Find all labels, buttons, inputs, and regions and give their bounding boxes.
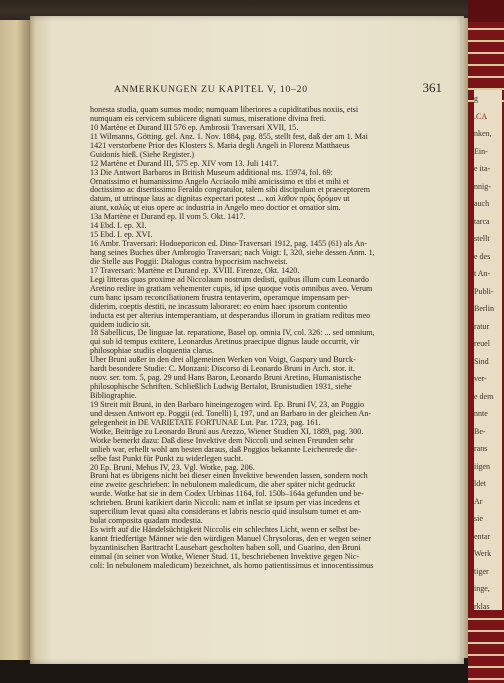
body-line: Guidonis hieß. (Siehe Register.) (90, 150, 195, 159)
spine-fragment: Be- (474, 426, 486, 436)
body-line: Legi litteras quas proxime ad Niccolaum nostrum dedisti, quibus illum cum Leonardo (90, 275, 369, 284)
body-line: 11 Wilmanns, Götting. gel. Anz. 1. Nov. 1884, pag. 855, stellt fest, daß der am 1. Mai (90, 132, 368, 141)
body-line: bulat composita quadam modestia. (90, 517, 203, 526)
notes-body (90, 106, 456, 571)
spine-fragment: Berlin (474, 304, 494, 313)
spine-fragment: sie (474, 514, 483, 523)
spine-fragment: t An- (474, 269, 491, 278)
spine-fragment: auch (474, 199, 490, 208)
body-line: kannt friedfertige Männer wie den würdigen Manuel Chrysoloras, den er wegen seiner (90, 535, 372, 543)
spine-fragment: tiger (474, 566, 489, 576)
body-line: 10 Martène et Durand III 576 ep. Ambrosii Traversari XVII, 15. (90, 123, 299, 132)
body-line: coli: In nebulonem maledicum) bezeichnet, als homo patientissimus et innocentissimus (90, 561, 374, 570)
body-line: Es wirft auf die Händelsüchtigkeit Niccolis ein schlechtes Licht, wenn er selbst be- (90, 526, 361, 535)
spine-fragment: Werk (474, 549, 492, 558)
spine-fragment: stellt (474, 234, 490, 243)
body-line: hardt besondere Studie: C. Monzani: Discorso di Leonardo Bruni in Arch. stor. it. (90, 365, 355, 374)
spine-fragment: Publi- (474, 286, 494, 296)
body-line: 1421 verstorbene Prior des Klosters S. Maria degli Angeli in Florenz Matthaeus (90, 141, 350, 150)
body-line: philosophiae studiis eloquentia clarus. (90, 347, 215, 356)
body-line: 12 Martène et Durand III, 575 ep. XIV vom 13. Juli 1417. (90, 159, 279, 168)
body-line: 18 Sabellicus, De linguae lat. reparatione, Basel op. omnia IV, col. 326: ... sed omnium, (90, 329, 375, 338)
spine-fragment: entar (474, 531, 490, 541)
body-line: hang seines Buches über Ambrogio Traversari; nach Voigt: I, 320, siehe dessen Anm. 1, (90, 249, 375, 257)
spine-fragment: rans (474, 444, 488, 453)
body-line: unlieb war, erhellt wohl am besten daraus, daß Poggios bekannte Leichenrede die- (90, 445, 358, 454)
spine-fragment: ver- (474, 374, 487, 383)
page-number: 361 (422, 80, 442, 95)
spine-fragment: reuel (474, 339, 490, 348)
body-line: Ornatissimo et humanissimo Angelo Acciaolo mihi amicissimo et tibi et mihi et (90, 177, 349, 186)
body-line: gelegenheit in DE VARIETATE FORTUNAE Lut. Par. 1723, pag. 161. (90, 418, 321, 427)
left-page-edge (0, 20, 30, 660)
body-line: 16 Ambr. Traversari: Hodoeporicon ed. Dino-Traversari 1912, pag. 1455 (61) als An- (90, 240, 368, 249)
spine-fragment: ratur (474, 321, 490, 331)
body-line: Über Bruni außer in den drei allgemeinen Werken von Voigt, Gaspary und Burck- (90, 356, 356, 365)
body-line: 15 Ebd. I. ep. XVI. (90, 231, 153, 240)
body-line: doctissimo ac disertissimo Feraldo congratulor, talem sibi discipulum et praeceptorem (90, 186, 370, 195)
body-line: supercilium levat quasi alta considerans et labris nescio quid insulsum tumet et am- (90, 508, 362, 517)
page-header (104, 82, 452, 98)
body-line: cum hanc ipsam reconciliationem frustra tentaverim, operamque impensam per- (90, 293, 350, 302)
body-line: 17 Traversari: Martène et Durand ep. XVIII. Firenze, Okt. 1420. (90, 266, 300, 275)
body-line: quidem iudicio sit. (90, 320, 151, 329)
body-line: selbe fast Punkt für Punkt zu widerlegen sucht. (90, 454, 243, 463)
body-line: datum, ut utrinque laus ac dignitas expectari potest ... καὶ λάθον πρὸς δρόμον ut (90, 195, 350, 204)
body-line: und dessen Antwort ep. Poggii (ed. Tonelli) I, 197, und an Barbaro in der gleichen An- (90, 409, 372, 418)
spine-fragment: e des (474, 251, 491, 261)
body-line: honesta studia, quam sumus modo; numquam liberiores a cupiditatibus noxiis, etsi (90, 106, 359, 114)
body-line: einmal (in seiner von Wotke, Wiener Stud. 11, beschriebenen Invektive gegen Nic- (90, 552, 360, 561)
body-line: 13a Martène et Durand ep. II vom 5. Okt. 1417. (90, 213, 246, 222)
body-line: numquam eis cervicem subiicere dignati sumus, miseratione divina freti. (90, 114, 327, 123)
spine-fragment: iigen (474, 461, 490, 471)
body-line: philosophische Schriften. Schließlich Ludwig Bertalot, Brunistudien 1931, siehe (90, 383, 352, 392)
body-line: schrieben. Bruni karikiert darin Niccoli: nam et inflat se ipsum per vias incedens et (90, 499, 360, 508)
spine-top-band (468, 0, 504, 22)
body-line: 13 Die Antwort Barbaros in British Museum additional ms. 15974, fol. 69: (90, 168, 333, 177)
neighbour-book-spine (468, 0, 504, 683)
body-line: Bibliographie. (90, 392, 137, 400)
body-line: byzantinischen Barttracht Lausebart gescholten haben soll, und Guarino, den Bruni (90, 543, 361, 552)
spine-fragment: e dem (474, 391, 494, 401)
neighbour-page-text (474, 90, 502, 650)
body-line: nuov. ser. tom. 5, pag. 29 und Hans Baron, Leonardo Bruni Aretino, Humanistische (90, 374, 361, 383)
spine-fragment: tarca (474, 216, 490, 226)
body-line: Wotke bemerkt dazu: Daß diese Invektive dem Niccoli und seinen Freunden sehr (90, 436, 354, 445)
spine-fragment: Ar (474, 496, 483, 506)
spine-fragment: nnte (474, 409, 488, 418)
body-line: 20 Ep. Bruni, Mehus IV, 23. Vgl. Wotke, pag. 206. (90, 463, 255, 472)
spine-fragment: .CA (474, 111, 488, 121)
neighbour-page-strip (474, 90, 502, 610)
body-line: inducta est per alterius intemperantiam, ut desperandus illorum in gratiam reditus meo (90, 311, 371, 320)
body-line: Wotke, Beiträge zu Leonardo Bruni aus Arezzo, Wiener Studien XI, 1889, pag. 300. (90, 427, 364, 436)
body-line: wurde. Wotke hat sie in dem Codex Urbinas 1164, fol. 150b–164a gefunden und be- (90, 490, 364, 499)
spine-fragment: g (474, 94, 478, 103)
spine-fragment: nnig- (474, 181, 491, 191)
spine-fragment: inge, (474, 584, 490, 593)
spine-fragment: rklas (474, 601, 490, 611)
body-line: eine zweite geschrieben: In nebulonem maledicum, die aber später nicht gedruckt (90, 481, 356, 490)
body-line: 14 Ebd. I. ep. XI. (90, 222, 147, 231)
body-line: Bruni hat es übrigens nicht bei dieser einen Invektive bewenden lassen, sondern noch (90, 472, 368, 481)
spine-fragment: e ita- (474, 164, 491, 173)
body-line: diderim, coeptis destiti, ne incassum laboraret: eo enim haec ipsorum contentio (90, 302, 348, 311)
running-head: ANMERKUNGEN ZU KAPITEL V, 10–20 (114, 84, 308, 95)
body-line: qui sub id tempus extitere, Leonardus Aretinus praecipue dignus laude occurrit, vir (90, 338, 360, 347)
body-line: die Stelle aus Poggii: Dialogus contra hypocrisim nachweist. (90, 257, 288, 266)
spine-fragment: nken, (474, 129, 492, 138)
spine-fragment: ldet (474, 479, 486, 488)
body-line: Aretino redire in gratiam vehementer cupis, id ipse quoque votis omnibus aveo. Verum (90, 284, 373, 293)
spine-fragment: Ein- (474, 146, 488, 156)
spine-fragment: Sind (474, 356, 489, 366)
body-line: 19 Streit mit Bruni, in den Barbaro hineingezogen wird. Ep. Bruni IV, 23, an Poggio (90, 400, 365, 409)
spine-ornament-bottom (468, 612, 504, 683)
body-line: aiunt, καλῶς ut eius opere ac industria in Angelo meo doctior et ornatior sim. (90, 204, 341, 213)
